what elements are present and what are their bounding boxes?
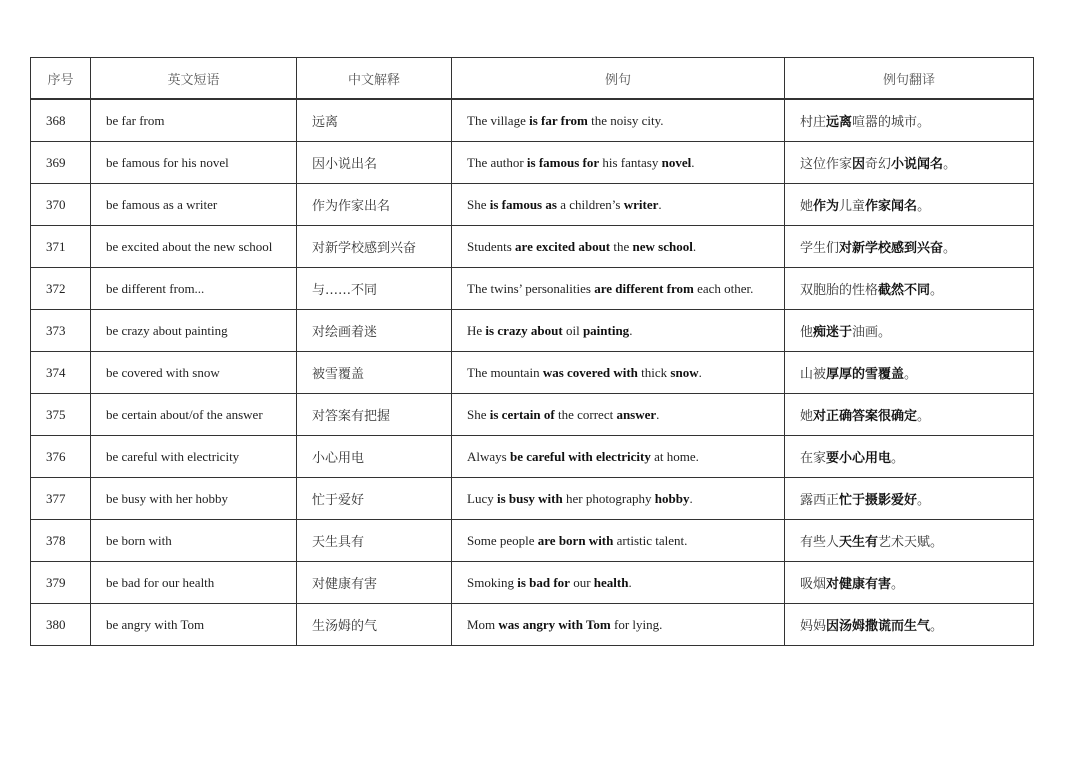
example-sentence — [451, 141, 784, 183]
sentence-translation — [784, 477, 1034, 519]
sentence-text: Lucy — [467, 490, 497, 506]
translation-text: 。 — [943, 157, 957, 172]
example-sentence — [451, 393, 784, 435]
sentence-text: artistic talent. — [613, 532, 688, 548]
table-row — [30, 267, 1034, 309]
chinese-meaning: 因小说出名 — [296, 141, 451, 183]
table-row — [30, 351, 1034, 393]
sentence-text: He — [467, 322, 486, 338]
sentence-text: . — [689, 490, 693, 506]
sentence-text: the — [610, 238, 633, 254]
sentence-text: The twins’ personalities — [467, 280, 595, 296]
highlighted-translation: 天生有 — [839, 535, 879, 550]
table-row — [30, 561, 1034, 603]
translation-text: 露西正 — [800, 493, 840, 508]
translation-text: 在家 — [800, 451, 827, 466]
highlighted-phrase: is crazy about — [485, 322, 563, 338]
highlighted-translation: 因 — [852, 157, 866, 172]
example-sentence — [451, 561, 784, 603]
sentence-text: . — [692, 238, 697, 254]
sentence-text: . — [691, 154, 695, 170]
highlighted-phrase: be careful with electricity — [509, 448, 651, 464]
translation-text: 。 — [891, 451, 905, 466]
chinese-meaning: 对新学校感到兴奋 — [296, 225, 451, 267]
sentence-text: the correct — [554, 406, 617, 422]
translation-text: 。 — [917, 493, 931, 508]
translation-text: 有些人 — [800, 535, 840, 550]
english-phrase: be busy with her hobby — [90, 477, 296, 519]
chinese-meaning: 忙于爱好 — [296, 477, 451, 519]
sentence-translation — [784, 309, 1034, 351]
highlighted-phrase: are born with — [537, 532, 614, 548]
translation-text: 他 — [800, 325, 814, 340]
highlighted-phrase: is certain of — [489, 406, 555, 422]
table-row — [30, 477, 1034, 519]
example-sentence — [451, 603, 784, 646]
example-sentence — [451, 99, 784, 141]
example-sentence — [451, 435, 784, 477]
translation-text: 奇幻 — [865, 157, 892, 172]
sentence-text: . — [628, 574, 632, 590]
translation-text: 学生们 — [800, 241, 840, 256]
highlighted-phrase: are excited about — [515, 238, 611, 254]
row-number: 368 — [30, 99, 90, 141]
chinese-meaning: 小心用电 — [296, 435, 451, 477]
highlighted-translation: 对正确答案很确定 — [813, 409, 918, 424]
header-example-sentence: 例句 — [451, 57, 784, 99]
sentence-text: . — [658, 196, 662, 212]
sentence-text: our — [569, 574, 594, 590]
sentence-text: her photography — [562, 490, 655, 506]
table-row — [30, 603, 1034, 646]
row-number: 379 — [30, 561, 90, 603]
sentence-text: She — [467, 196, 490, 212]
sentence-text: The village — [467, 112, 530, 128]
sentence-text: . — [629, 322, 633, 338]
translation-text: 艺术天赋。 — [878, 535, 944, 550]
vocabulary-table — [30, 57, 1034, 646]
translation-text: 。 — [930, 619, 944, 634]
sentence-text: She — [467, 406, 490, 422]
english-phrase: be different from... — [90, 267, 296, 309]
sentence-text: Always — [467, 448, 510, 464]
highlighted-translation: 厚厚的雪覆盖 — [826, 367, 905, 382]
example-sentence — [451, 183, 784, 225]
english-phrase: be certain about/of the answer — [90, 393, 296, 435]
header-sentence-translation: 例句翻译 — [784, 57, 1034, 99]
highlighted-phrase: is busy with — [496, 490, 563, 506]
translation-text: 油画。 — [852, 325, 892, 340]
sentence-text: The author — [467, 154, 527, 170]
highlighted-phrase: new school — [632, 238, 693, 254]
sentence-text: . — [698, 364, 702, 380]
row-number: 372 — [30, 267, 90, 309]
translation-text: 。 — [917, 199, 931, 214]
header-chinese-meaning: 中文解释 — [296, 57, 451, 99]
chinese-meaning: 作为作家出名 — [296, 183, 451, 225]
table-row — [30, 519, 1034, 561]
sentence-text: each other. — [693, 280, 754, 296]
highlighted-phrase: health — [593, 574, 629, 590]
english-phrase: be crazy about painting — [90, 309, 296, 351]
highlighted-phrase: hobby — [654, 490, 690, 506]
translation-text: 。 — [930, 283, 944, 298]
table-row — [30, 141, 1034, 183]
highlighted-phrase: was covered with — [542, 364, 638, 380]
english-phrase: be angry with Tom — [90, 603, 296, 646]
example-sentence — [451, 267, 784, 309]
sentence-text: for lying. — [610, 616, 663, 632]
highlighted-translation: 作为 — [813, 199, 840, 214]
highlighted-phrase: is famous as — [489, 196, 557, 212]
sentence-text: thick — [637, 364, 671, 380]
header-number: 序号 — [30, 57, 90, 99]
table-row — [30, 225, 1034, 267]
highlighted-translation: 截然不同 — [878, 283, 931, 298]
row-number: 380 — [30, 603, 90, 646]
english-phrase: be covered with snow — [90, 351, 296, 393]
chinese-meaning: 被雪覆盖 — [296, 351, 451, 393]
row-number: 369 — [30, 141, 90, 183]
example-sentence — [451, 309, 784, 351]
row-number: 370 — [30, 183, 90, 225]
highlighted-phrase: writer — [623, 196, 659, 212]
sentence-translation — [784, 267, 1034, 309]
highlighted-phrase: novel — [661, 154, 692, 170]
highlighted-translation: 因汤姆撒谎而生气 — [826, 619, 931, 634]
row-number: 375 — [30, 393, 90, 435]
english-phrase: be born with — [90, 519, 296, 561]
row-number: 374 — [30, 351, 90, 393]
highlighted-translation: 小说闻名 — [891, 157, 944, 172]
english-phrase: be careful with electricity — [90, 435, 296, 477]
chinese-meaning: 生汤姆的气 — [296, 603, 451, 646]
example-sentence — [451, 351, 784, 393]
english-phrase: be far from — [90, 99, 296, 141]
row-number: 378 — [30, 519, 90, 561]
table-row — [30, 99, 1034, 141]
translation-text: 她 — [800, 199, 814, 214]
highlighted-translation: 远离 — [826, 115, 853, 130]
english-phrase: be famous as a writer — [90, 183, 296, 225]
sentence-text: his fantasy — [599, 154, 662, 170]
sentence-translation — [784, 351, 1034, 393]
chinese-meaning: 天生具有 — [296, 519, 451, 561]
sentence-translation — [784, 225, 1034, 267]
sentence-translation — [784, 393, 1034, 435]
header-row — [30, 57, 1034, 99]
example-sentence — [451, 519, 784, 561]
translation-text: 。 — [891, 577, 905, 592]
row-number: 371 — [30, 225, 90, 267]
sentence-translation — [784, 99, 1034, 141]
highlighted-phrase: is famous for — [526, 154, 600, 170]
english-phrase: be bad for our health — [90, 561, 296, 603]
highlighted-phrase: was angry with Tom — [498, 616, 611, 632]
chinese-meaning: 与……不同 — [296, 267, 451, 309]
translation-text: 。 — [917, 409, 931, 424]
sentence-translation — [784, 141, 1034, 183]
highlighted-translation: 对新学校感到兴奋 — [839, 241, 944, 256]
translation-text: 喧嚣的城市。 — [852, 115, 931, 130]
translation-text: 这位作家 — [800, 157, 853, 172]
english-phrase: be excited about the new school — [90, 225, 296, 267]
highlighted-phrase: painting — [582, 322, 630, 338]
table-body — [30, 99, 1034, 646]
sentence-translation — [784, 435, 1034, 477]
translation-text: 双胞胎的性格 — [800, 283, 879, 298]
translation-text: 儿童 — [839, 199, 866, 214]
highlighted-phrase: is bad for — [517, 574, 570, 590]
sentence-text: Students — [467, 238, 516, 254]
highlighted-phrase: are different from — [594, 280, 694, 296]
translation-text: 村庄 — [800, 115, 827, 130]
row-number: 377 — [30, 477, 90, 519]
translation-text: 妈妈 — [800, 619, 827, 634]
sentence-text: Mom — [467, 616, 499, 632]
highlighted-phrase: snow — [670, 364, 699, 380]
sentence-translation — [784, 603, 1034, 646]
chinese-meaning: 远离 — [296, 99, 451, 141]
translation-text: 吸烟 — [800, 577, 827, 592]
sentence-translation — [784, 561, 1034, 603]
table-row — [30, 183, 1034, 225]
sentence-text: Smoking — [467, 574, 518, 590]
chinese-meaning: 对答案有把握 — [296, 393, 451, 435]
sentence-text: . — [656, 406, 660, 422]
sentence-text: a children’s — [556, 196, 624, 212]
sentence-text: at home. — [650, 448, 699, 464]
chinese-meaning: 对绘画着迷 — [296, 309, 451, 351]
highlighted-translation: 要小心用电 — [826, 451, 892, 466]
translation-text: 。 — [943, 241, 957, 256]
highlighted-phrase: answer — [616, 406, 657, 422]
highlighted-phrase: is far from — [529, 112, 588, 128]
table-row — [30, 309, 1034, 351]
translation-text: 山被 — [800, 367, 827, 382]
table-row — [30, 393, 1034, 435]
highlighted-translation: 对健康有害 — [826, 577, 892, 592]
header-english-phrase: 英文短语 — [90, 57, 296, 99]
sentence-text: oil — [562, 322, 583, 338]
row-number: 373 — [30, 309, 90, 351]
highlighted-translation: 痴迷于 — [813, 325, 853, 340]
chinese-meaning: 对健康有害 — [296, 561, 451, 603]
translation-text: 她 — [800, 409, 814, 424]
sentence-translation — [784, 183, 1034, 225]
sentence-text: the noisy city. — [587, 112, 664, 128]
row-number: 376 — [30, 435, 90, 477]
sentence-translation — [784, 519, 1034, 561]
example-sentence — [451, 225, 784, 267]
highlighted-translation: 忙于摄影爱好 — [839, 493, 918, 508]
highlighted-translation: 作家闻名 — [865, 199, 918, 214]
english-phrase: be famous for his novel — [90, 141, 296, 183]
table-row — [30, 435, 1034, 477]
translation-text: 。 — [904, 367, 918, 382]
sentence-text: The mountain — [467, 364, 543, 380]
example-sentence — [451, 477, 784, 519]
sentence-text: Some people — [467, 532, 538, 548]
